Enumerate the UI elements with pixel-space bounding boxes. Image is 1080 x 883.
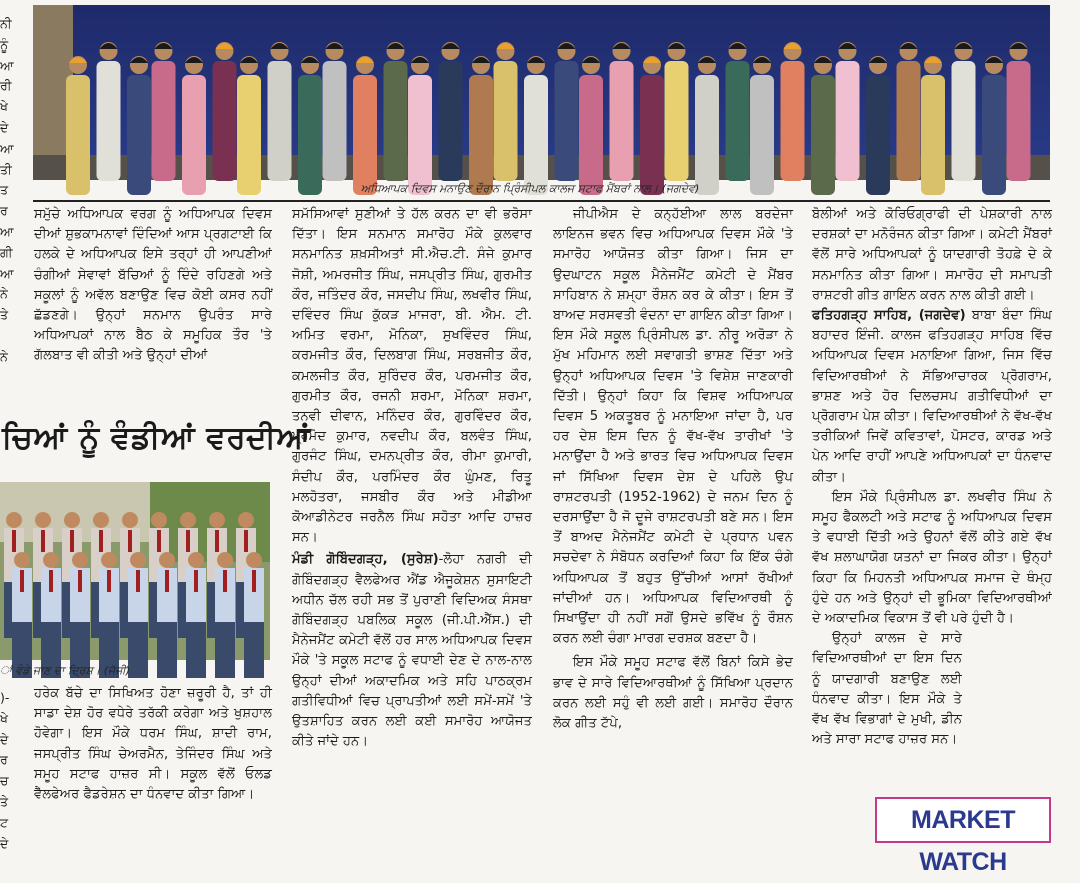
col3-bottom-text: ਇਸ ਮੌਕੇ ਸਮੂਹ ਸਟਾਫ ਵੱਲੋਂ ਬਿਨਾਂ ਕਿਸੇ ਭੇਦ ਭਾਵ ਦੇ ਸਾਰੇ ਵਿਦਿਆਰਥੀਆਂ ਨੂੰ ਸਿੱਖਿਆ ਪ੍ਰਦਾਨ ਕਰਨ ਲਈ ਸਹੁੰ ਵੀ ਲਈ ਗਈ। ਸਮਾਰੋਹ ਦੌਰਾਨ ਲੋਕ ਗੀਤ ਟੱਪੇ, <box>553 655 793 732</box>
person-body <box>298 75 322 195</box>
student-tie <box>223 570 227 592</box>
person-body <box>695 75 719 195</box>
left-edge-fragments-lower: )- ਖੇ ਦੇ ਰ ਚ ਤੇ ਟ ਦੇ <box>0 690 10 851</box>
student-tie <box>70 530 74 552</box>
student-head <box>93 512 109 528</box>
person-body <box>268 61 292 181</box>
student-tie <box>107 570 111 592</box>
student-head <box>188 552 204 568</box>
person-body <box>439 61 463 181</box>
student-head <box>122 512 138 528</box>
top-group-photo <box>33 5 1050 180</box>
person-body <box>469 75 493 195</box>
col3-text: ਜੀਪੀਐਸ ਦੇ ਕਨ੍ਹੱਈਆ ਲਾਲ ਬਰਦੇਜਾ ਲਾਇਨਜ ਭਵਨ ਵਿਚ ਅਧਿਆਪਕ ਦਿਵਸ ਮੌਕੇ 'ਤੇ ਸਮਾਰੋਹ ਆਯੋਜਤ ਕੀਤਾ ਗਿਆ। ਜਿਸ ਦਾ ਉਦਘਾਟਨ ਸਕੂਲ ਮੈਨੇਜਮੈਂਟ ਕਮੇਟੀ ਦੇ ਮੈਂਬਰ ਸਾਹਿਬਾਨ ਨੇ ਸ਼ਮ੍ਹਾ ਰੌਸ਼ਨ ਕਰ ਕੇ ਕੀਤਾ। ਇਸ ਤੋਂ ਬਾਅਦ ਸਰਸਵਤੀ ਵੰਦਨਾ ਦਾ ਗਾਇਨ ਕੀਤਾ ਗਿਆ। ਇਸ ਮੌਕੇ ਸਕੂਲ ਪ੍ਰਿੰਸੀਪਲ ਡਾ. ਨੀਰੂ ਅਰੋੜਾ ਨੇ ਮੁੱਖ ਮਹਿਮਾਨ ਲਈ ਸਵਾਗਤੀ ਭਾਸ਼ਣ ਦਿੱਤਾ ਅਤੇ ਉਨ੍ਹਾਂ ਅਧਿਆਪਕ ਦਿਵਸ 'ਤੇ ਵਿਸ਼ੇਸ਼ ਜਾਣਕਾਰੀ ਦਿੱਤੀ। ਉਨ੍ਹਾਂ ਕਿਹਾ ਕਿ ਵਿਸ਼ਵ ਅਧਿਆਪਕ ਦਿਵਸ 5 ਅਕਤੂਬਰ ਨੂੰ ਮਨਾਇਆ ਜਾਂਦਾ ਹੈ, ਪਰ ਹਰ ਦੇਸ਼ ਇਸ ਦਿਨ ਨੂੰ ਵੱਖ-ਵੱਖ ਤਾਰੀਖਾਂ 'ਤੇ ਮਨਾਉਂਦਾ ਹੈ ਅਤੇ ਭਾਰਤ ਵਿਚ ਅਧਿਆਪਕ ਦਿਵਸ ਜਾਂ ਸਿੱਖਿਆ ਦਿਵਸ ਦੇਸ਼ ਦੇ ਪਹਿਲੇ ਉਪ ਰਾਸ਼ਟਰਪਤੀ (1952-1962) ਦੇ ਜਨਮ ਦਿਨ ਨੂੰ ਦਰਸਾਉਂਦਾ ਹੈ ਜੋ ਦੂਜੇ ਰਾਸ਼ਟਰਪਤੀ ਬਣੇ ਸਨ। ਇਸ ਤੋਂ ਬਾਅਦ ਮੈਨੇਜਮੈਂਟ ਕਮੇਟੀ ਦੇ ਪ੍ਰਧਾਨ ਪਵਨ ਸਚਦੇਵਾ ਨੇ ਸੰਬੋਧਨ ਕਰਦਿਆਂ ਕਿਹਾ ਕਿ ਇੱਕ ਚੰਗੇ ਅਧਿਆਪਕ ਤੋਂ ਬਹੁਤ ਉੱਚੀਆਂ ਆਸਾਂ ਰੱਖੀਆਂ ਜਾਂਦੀਆਂ ਹਨ। ਅਧਿਆਪਕ ਵਿਦਿਆਰਥੀ ਨੂੰ ਸਿਖਾਉਂਦਾ ਹੀ ਨਹੀਂ ਸਗੋਂ ਉਸਦੇ ਭਵਿੱਖ ਨੂੰ ਰੌਸ਼ਨ ਕਰਨ ਲਈ ਚੰਗਾ ਮਾਰਗ ਦਰਸ਼ਕ ਬਣਦਾ ਹੈ। <box>553 207 793 647</box>
col2-dateline-text <box>292 550 532 752</box>
student-head <box>246 552 262 568</box>
student-tie <box>244 530 248 552</box>
student-tie <box>128 530 132 552</box>
student-pants <box>244 622 264 678</box>
student-tie <box>165 570 169 592</box>
col2 <box>292 205 532 752</box>
student-head <box>209 512 225 528</box>
person-body <box>353 75 377 195</box>
person-body <box>579 75 603 195</box>
person-body <box>384 61 408 181</box>
person-body <box>897 61 921 181</box>
caption-divider <box>33 200 1050 202</box>
col2-dateline-body: -ਲੋਹਾ ਨਗਰੀ ਦੀ ਗੋਬਿੰਦਗੜ੍ਹ ਵੈਲਫੇਅਰ ਐਂਡ ਐਜੂਕੇਸ਼ਨ ਸੁਸਾਇਟੀ ਅਧੀਨ ਚੱਲ ਰਹੀ ਸਭ ਤੋਂ ਪੁਰਾਣੀ ਵਿਦਿਅਕ ਸੰਸਥਾ ਗੋਬਿੰਦਗੜ੍ਹ ਪਬਲਿਕ ਸਕੂਲ (ਜੀ.ਪੀ.ਐੱਸ.) ਦੀ ਮੈਨੇਜਮੈਂਟ ਕਮੇਟੀ ਵੱਲੋਂ ਹਰ ਸਾਲ ਅਧਿਆਪਕ ਦਿਵਸ ਮੌਕੇ 'ਤੇ ਸਕੂਲ ਸਟਾਫ ਨੂੰ ਵਧਾਈ ਦੇਣ ਦੇ ਨਾਲ-ਨਾਲ ਉਨ੍ਹਾਂ ਦੀਆਂ ਅਕਾਦਮਿਕ ਅਤੇ ਸਹਿ ਪਾਠਕ੍ਰਮ ਗਤੀਵਿਧੀਆਂ ਵਿਚ ਪ੍ਰਾਪਤੀਆਂ ਲਈ ਸਮੇਂ-ਸਮੇਂ 'ਤੇ ਉਤਸ਼ਾਹਿਤ ਕਰਨ ਲਈ ਕਈ ਸਮਾਰੋਹ ਆਯੋਜਤ ਕੀਤੇ ਜਾਂਦੇ ਹਨ। <box>292 552 532 750</box>
student-tie <box>194 570 198 592</box>
person-body <box>921 75 945 195</box>
group-photo-image <box>33 5 1050 180</box>
student-tie <box>49 570 53 592</box>
student-head <box>64 512 80 528</box>
person-body <box>97 61 121 181</box>
student-head <box>43 552 59 568</box>
student-head <box>72 552 88 568</box>
top-photo-caption: ਅਧਿਆਪਕ ਦਿਵਸ ਮਨਾਉਣ ਦੌਰਾਨ ਪ੍ਰਿੰਸੀਪਲ ਕਾਲਜ ਸਟਾਫ ਮੈਂਬਰਾਂ ਨਾਲ। (ਜਗਦੇਵ) <box>360 182 700 195</box>
student-tie <box>136 570 140 592</box>
person-body <box>750 75 774 195</box>
person-body <box>494 61 518 181</box>
student-tie <box>41 530 45 552</box>
student-tie <box>186 530 190 552</box>
person-body <box>665 61 689 181</box>
person-body <box>811 75 835 195</box>
school-uniform-photo <box>0 482 270 660</box>
student-tie <box>78 570 82 592</box>
person-body <box>152 61 176 181</box>
person-body <box>781 61 805 181</box>
person-body <box>524 75 548 195</box>
person-body <box>610 61 634 181</box>
col4-para4: ਉਨ੍ਹਾਂ ਕਾਲਜ ਦੇ ਸਾਰੇ ਵਿਦਿਆਰਥੀਆਂ ਦਾ ਇਸ ਦਿਨ ਨੂੰ ਯਾਦਗਾਰੀ ਬਣਾਉਣ ਲਈ ਧੰਨਵਾਦ ਕੀਤਾ। ਇਸ ਮੌਕੇ ਤੇ ਵੱਖ ਵੱਖ ਵਿਭਾਗਾਂ ਦੇ ਮੁਖੀ, ਡੀਨ ਅਤੇ ਸਾਰਾ ਸਟਾਫ ਹਾਜ਼ਰ ਸਨ। <box>812 631 962 748</box>
col3 <box>553 205 793 734</box>
person-body <box>726 61 750 181</box>
person-body <box>640 75 664 195</box>
headline: ਚਿਆਂ ਨੂੰ ਵੰਡੀਆਂ ਵਰਦੀਆਂ <box>2 420 311 456</box>
person-body <box>836 61 860 181</box>
person-body <box>213 61 237 181</box>
col4 <box>812 205 1052 750</box>
left-edge-fragments-upper: ਨੀ ਨੂੰ ਆ ਰੀ ਖੇ ਦੇ ਆ ਤੀ ਤ ਰ ਆ ਗੀ ਆ ਨੇ ਤੇ ਨੇ <box>0 16 14 364</box>
col1-bottom-text: ਹਰੇਕ ਬੱਚੇ ਦਾ ਸਿਖਿਅਤ ਹੋਣਾ ਜ਼ਰੂਰੀ ਹੈ, ਤਾਂ ਹੀ ਸਾਡਾ ਦੇਸ਼ ਹੋਰ ਵਧੇਰੇ ਤਰੱਕੀ ਕਰੇਗਾ ਅਤੇ ਖੁਸ਼ਹਾਲ ਹੋਵੇਗਾ। ਇਸ ਮੌਕੇ ਧਰਮ ਸਿੰਘ, ਸ਼ਾਦੀ ਰਾਮ, ਜਸਪ੍ਰੀਤ ਸਿੰਘ ਚੇਅਰਮੈਨ, ਤੇਜਿੰਦਰ ਸਿੰਘ ਅਤੇ ਸਮੂਹ ਸਟਾਫ ਹਾਜ਼ਰ ਸੀ। ਸਕੂਲ ਵੱਲੋਂ ਓਲਡ ਵੈੱਲਫੇਅਰ ਫੈਡਰੇਸ਼ਨ ਦਾ ਧੰਨਵਾਦ ਕੀਤਾ ਗਿਆ। <box>34 686 272 803</box>
student-head <box>35 512 51 528</box>
col1-top-text: ਸਮੁੱਚੇ ਅਧਿਆਪਕ ਵਰਗ ਨੂੰ ਅਧਿਆਪਕ ਦਿਵਸ ਦੀਆਂ ਸ਼ੁਭਕਾਮਨਾਵਾਂ ਦਿੰਦਿਆਂ ਆਸ ਪ੍ਰਗਟਾਈ ਕਿ ਹਲਕੇ ਦੇ ਅਧਿਆਪਕ ਇਸੇ ਤਰ੍ਹਾਂ ਹੀ ਆਪਣੀਆਂ ਚੰਗੀਆਂ ਸੇਵਾਵਾਂ ਬੱਚਿਆਂ ਨੂੰ ਦਿੰਦੇ ਰਹਿਣਗੇ ਅਤੇ ਸਕੂਲਾਂ ਨੂੰ ਅਵੱਲ ਬਣਾਉਣ ਵਿਚ ਕੋਈ ਕਸਰ ਨਹੀਂ ਛੱਡਣਗੇ। ਉਨ੍ਹਾਂ ਸਨਮਾਨ ਉਪਰੰਤ ਸਾਰੇ ਅਧਿਆਪਕਾਂ ਨਾਲ ਬੈਠ ਕੇ ਸਮੂਹਿਕ ਤੌਰ 'ਤੇ ਗੱਲਬਾਤ ਵੀ ਕੀਤੀ ਅਤੇ ਉਨ੍ਹਾਂ ਦੀਆਂ <box>34 207 272 364</box>
person-body <box>555 61 579 181</box>
student-head <box>14 552 30 568</box>
student-tie <box>215 530 219 552</box>
student-tie <box>20 570 24 592</box>
student-tie <box>99 530 103 552</box>
student-head <box>217 552 233 568</box>
person-body <box>323 61 347 181</box>
student-head <box>159 552 175 568</box>
student-tie <box>252 570 256 592</box>
person-body <box>1007 61 1031 181</box>
person-body <box>237 75 261 195</box>
col2-text: ਸਮੱਸਿਆਵਾਂ ਸੁਣੀਆਂ ਤੇ ਹੱਲ ਕਰਨ ਦਾ ਵੀ ਭਰੋਸਾ ਦਿੱਤਾ। ਇਸ ਸਨਮਾਨ ਸਮਾਰੋਹ ਮੌਕੇ ਕੁਲਵਾਰ ਸਨਮਾਨਿਤ ਸ਼ਖ਼ਸੀਅਤਾਂ ਸੀ.ਐਚ.ਟੀ. ਸੰਜੇ ਕੁਮਾਰ ਜੋਸ਼ੀ, ਅਮਰਜੀਤ ਸਿੰਘ, ਜਸਪ੍ਰੀਤ ਸਿੰਘ, ਗੁਰਮੀਤ ਕੌਰ, ਜਤਿੰਦਰ ਕੌਰ, ਜਸਦੀਪ ਸਿੰਘ, ਲਖਵੀਰ ਸਿੰਘ, ਦਵਿੰਦਰ ਸਿੰਘ ਕੁੱਕੜ ਮਾਜਰਾ, ਬੀ. ਐਮ. ਟੀ. ਅਮਿਤ ਵਰਮਾ, ਮੋਨਿਕਾ, ਸੁਖਵਿੰਦਰ ਸਿੰਘ, ਕਰਮਜੀਤ ਕੌਰ, ਦਿਲਬਾਗ ਸਿੰਘ, ਸਰਬਜੀਤ ਕੌਰ, ਕਮਲਜੀਤ ਕੌਰ, ਸੁਰਿੰਦਰ ਕੌਰ, ਪਰਮਜੀਤ ਕੌਰ, ਗੁਰਮੀਤ ਕੌਰ, ਰਜਨੀ ਸ਼ਰਮਾ, ਮੋਨਿਕਾ ਸ਼ਰਮਾ, ਤਨਵੀ ਦੀਵਾਨ, ਮਨਿੰਦਰ ਕੌਰ, ਗੁਰਵਿੰਦਰ ਕੌਰ, ਪ੍ਰਮੋਦ ਕੁਮਾਰ, ਨਵਦੀਪ ਕੌਰ, ਬਲਵੰਤ ਸਿੰਘ, ਗੁਰਜੰਟ ਸਿੰਘ, ਦਮਨਪ੍ਰੀਤ ਕੌਰ, ਰੀਮਾ ਕੁਮਾਰੀ, ਸੰਦੀਪ ਕੌਰ, ਪਰਮਿੰਦਰ ਕੌਰ ਘੁੰਮਣ, ਰਿਤੂ ਮਲਹੋਤਰਾ, ਜਸਬੀਰ ਕੌਰ ਅਤੇ ਮੀਡੀਆ ਕੋਆਡੀਨੇਟਰ ਜਰਨੈਲ ਸਿੰਘ ਸਹੋਤਾ ਆਦਿ ਹਾਜ਼ਰ ਸਨ। <box>292 207 532 546</box>
person-body <box>182 75 206 195</box>
person-body <box>982 75 1006 195</box>
person-body <box>127 75 151 195</box>
student-tie <box>12 530 16 552</box>
person-body <box>408 75 432 195</box>
student-head <box>180 512 196 528</box>
dateline-mandi-gobindgarh: ਮੰਡੀ ਗੋਬਿੰਦਗੜ੍ਹ, (ਸੁਰੇਸ਼) <box>292 552 439 568</box>
student-head <box>130 552 146 568</box>
person-body <box>866 75 890 195</box>
student-head <box>6 512 22 528</box>
col4-dateline-body: ਬਾਬਾ ਬੰਦਾ ਸਿੰਘ ਬਹਾਦਰ ਇੰਜੀ. ਕਾਲਜ ਫਤਿਹਗੜ੍ਹ ਸਾਹਿਬ ਵਿੱਚ ਅਧਿਆਪਕ ਦਿਵਸ ਮਨਾਇਆ ਗਿਆ, ਜਿਸ ਵਿੱਚ ਵਿਦਿਆਰਥੀਆਂ ਨੇ ਸੱਭਿਆਚਾਰਕ ਪ੍ਰੋਗਰਾਮ, ਭਾਸ਼ਣ ਅਤੇ ਹੋਰ ਦਿਲਚਸਪ ਗਤੀਵਿਧੀਆਂ ਦਾ ਪ੍ਰੋਗਰਾਮ ਪੇਸ਼ ਕੀਤਾ। ਵਿਦਿਆਰਥੀਆਂ ਨੇ ਵੱਖ-ਵੱਖ ਤਰੀਕਿਆਂ ਜਿਵੇਂ ਕਵਿਤਾਵਾਂ, ਪੋਸਟਰ, ਕਾਰਡ ਅਤੇ ਪੇਨ ਆਦਿ ਰਾਹੀਂ ਆਪਣੇ ਅਧਿਆਪਕਾਂ ਦਾ ਧੰਨਵਾਦ ਕੀਤਾ। <box>812 308 1052 485</box>
student-head <box>101 552 117 568</box>
person-body <box>952 61 976 181</box>
col4-text: ਬੋਲੀਆਂ ਅਤੇ ਕੋਰਿਓਗ੍ਰਾਫੀ ਦੀ ਪੇਸ਼ਕਾਰੀ ਨਾਲ ਦਰਸ਼ਕਾਂ ਦਾ ਮਨੋਰੰਜਨ ਕੀਤਾ ਗਿਆ। ਕਮੇਟੀ ਮੈਂਬਰਾਂ ਵੱਲੋਂ ਸਾਰੇ ਅਧਿਆਪਕਾਂ ਨੂੰ ਯਾਦਗਾਰੀ ਤੋਹਫ਼ੇ ਦੇ ਕੇ ਸਨਮਾਨਿਤ ਕੀਤਾ ਗਿਆ। ਸਮਾਰੋਹ ਦੀ ਸਮਾਪਤੀ ਰਾਸ਼ਟਰੀ ਗੀਤ ਗਾਇਨ ਕਰਨ ਨਾਲ ਕੀਤੀ ਗਈ। <box>812 207 1052 303</box>
student-head <box>151 512 167 528</box>
school-photo-image <box>0 482 270 660</box>
student-pants <box>215 622 235 678</box>
market-watch-logo: MARKET WATCH <box>875 797 1051 843</box>
col4-para3: ਇਸ ਮੌਕੇ ਪ੍ਰਿੰਸੀਪਲ ਡਾ. ਲਖਵੀਰ ਸਿੰਘ ਨੇ ਸਮੂਹ ਫੈਕਲਟੀ ਅਤੇ ਸਟਾਫ ਨੂੰ ਅਧਿਆਪਕ ਦਿਵਸ ਤੇ ਵਧਾਈ ਦਿੱਤੀ ਅਤੇ ਉਹਨਾਂ ਵੱਲੋਂ ਕੀਤੇ ਗਏ ਵੱਖ ਵੱਖ ਸ਼ਲਾਘਾਯੋਗ ਯਤਨਾਂ ਦਾ ਜਿਕਰ ਕੀਤਾ। ਉਨ੍ਹਾਂ ਕਿਹਾ ਕਿ ਮਿਹਨਤੀ ਅਧਿਆਪਕ ਸਮਾਜ ਦੇ ਥੰਮ੍ਹ ਹੁੰਦੇ ਹਨ ਅਤੇ ਉਨ੍ਹਾਂ ਦੀ ਭੂਮਿਕਾ ਵਿਦਿਆਰਥੀਆਂ ਦੇ ਅਕਾਦਮਿਕ ਵਿਕਾਸ ਤੋਂ ਵੀ ਪਰੇ ਹੁੰਦੀ ਹੈ। <box>812 489 1052 627</box>
student-head <box>238 512 254 528</box>
col4-dateline-text <box>812 306 1052 488</box>
person-body <box>66 75 90 195</box>
dateline-fatehgarh-sahib: ਫਤਿਹਗੜ੍ਹ ਸਾਹਿਬ, (ਜਗਦੇਵ) <box>812 308 966 324</box>
school-photo-caption: ਾਂ ਵੰਡੇ ਜਾਣ ਦਾ ਦ੍ਰਿਸ਼। (ਜੱਜੀ) <box>0 664 130 677</box>
student-tie <box>157 530 161 552</box>
